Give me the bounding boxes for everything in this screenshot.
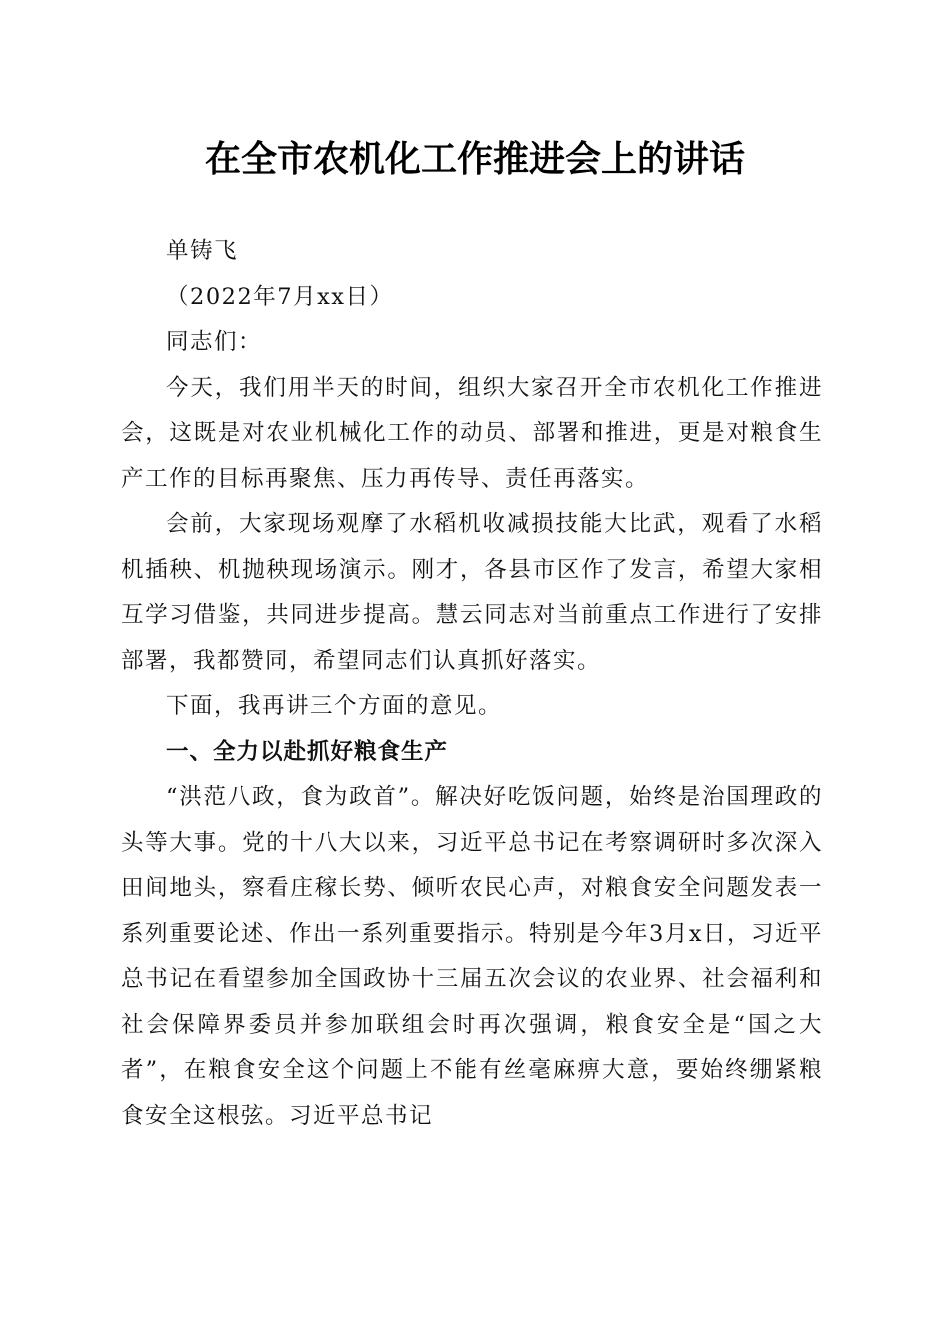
- author-line: 单铸飞: [166, 238, 239, 264]
- section-paragraph: “洪范八政，食为政首”。解决好吃饭问题，始终是治国理政的头等大事。党的十八大以来，习近平总书记在考察调研时多次深入田间地头，察看庄稼长势、倾听农民心声，对粮食安全问题发表一系列重要论述、作出一系列重要指示。特别是今年3月x日，习近平总书记在看望参加全国政协十三届五次会议的农业界、社会福利和社会保障界委员并参加联组会时再次强调，粮食安全是“国之大者”，在粮食安全这个问题上不能有丝毫麻痹大意，要始终绷紧粮食安全这根弦。习近平总书记: [121, 784, 824, 1129]
- page-title: 在全市农机化工作推进会上的讲话: [204, 138, 745, 180]
- section-heading: 一、全力以赴抓好粮食生产: [166, 738, 449, 765]
- paragraph-opening: 今天，我们用半天的时间，组织大家召开全市农机化工作推进会，这既是对农业机械化工作的动员、部署和推进，更是对粮食生产工作的目标再聚焦、压力再传导、责任再落实。: [121, 374, 823, 492]
- paragraph-transition: 下面，我再讲三个方面的意见。: [166, 693, 503, 719]
- date-line: （2022年7月xx日）: [166, 283, 394, 310]
- salutation: 同志们：: [166, 329, 263, 355]
- document-body: [121, 229, 823, 1139]
- paragraph-context: 会前，大家现场观摩了水稻机收减损技能大比武，观看了水稻机插秧、机抛秧现场演示。刚才，各县市区作了发言，希望大家相互学习借鉴，共同进步提高。慧云同志对当前重点工作进行了安排部署，我都赞同，希望同志们认真抓好落实。: [121, 511, 823, 674]
